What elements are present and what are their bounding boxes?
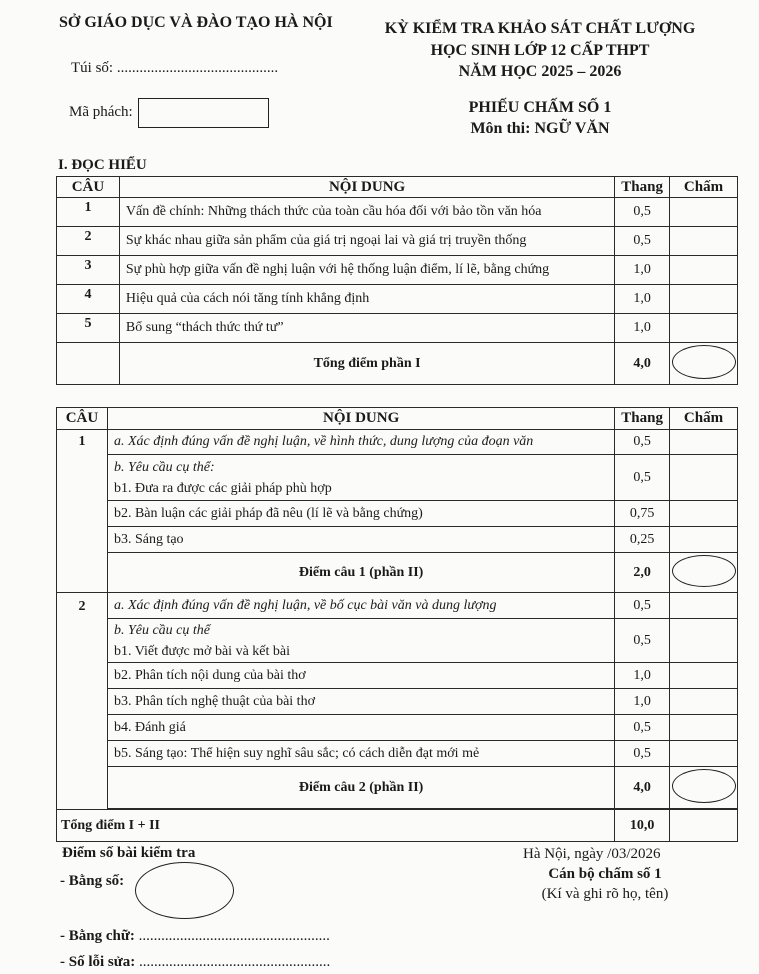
q2-number: 2 xyxy=(57,593,108,810)
q1-total-row xyxy=(57,553,738,593)
q1-total-grade[interactable] xyxy=(670,553,738,593)
col-noidung: NỘI DUNG xyxy=(119,177,614,198)
table-row: 4 Hiệu quả của cách nói tăng tính khẳng định 1,0 xyxy=(57,285,738,314)
grade-cell[interactable] xyxy=(670,314,738,343)
grade-cell[interactable] xyxy=(670,593,738,619)
grade-oval xyxy=(672,769,736,803)
col-thang: Thang xyxy=(615,177,670,198)
place-date: Hà Nội, ngày /03/2026 xyxy=(523,846,661,862)
section2-table xyxy=(56,407,738,842)
exam-title-1: KỲ KIỂM TRA KHẢO SÁT CHẤT LƯỢNG xyxy=(384,20,696,37)
table-row: b2. Phân tích nội dung của bài thơ 1,0 xyxy=(57,663,738,689)
grand-total-score: 10,0 xyxy=(615,810,670,842)
table-row: 2 Sự khác nhau giữa sản phẩm của giá trị ngoại lai và giá trị truyền thống 0,5 xyxy=(57,227,738,256)
col-thang: Thang xyxy=(615,408,670,430)
table-row: 1 a. Xác định đúng vấn đề nghị luận, về hình thức, dung lượng của đoạn văn 0,5 xyxy=(57,430,738,455)
grand-total-grade[interactable] xyxy=(670,810,738,842)
grade-cell[interactable] xyxy=(670,689,738,715)
grade-cell[interactable] xyxy=(670,501,738,527)
table-row: b3. Phân tích nghệ thuật của bài thơ 1,0 xyxy=(57,689,738,715)
section1-title: I. ĐỌC HIỂU xyxy=(58,157,147,173)
table-row: b2. Bàn luận các giải pháp đã nêu (lí lẽ và bằng chứng) 0,75 xyxy=(57,501,738,527)
table-row: 5 Bổ sung “thách thức thứ tư” 1,0 xyxy=(57,314,738,343)
table-row: b4. Đánh giá 0,5 xyxy=(57,715,738,741)
table-row: 3 Sự phù hợp giữa vấn đề nghị luận với hệ thống luận điểm, lí lẽ, bằng chứng 1,0 xyxy=(57,256,738,285)
grade-cell[interactable] xyxy=(670,527,738,553)
q1-number: 1 xyxy=(57,430,108,593)
section2-header-row xyxy=(57,408,738,430)
grand-total-row xyxy=(57,810,738,842)
q2-total-label: Điểm câu 2 (phần II) xyxy=(107,767,614,809)
q2-total-grade[interactable] xyxy=(670,767,738,809)
table-row: b. Yêu cầu cụ thể b1. Viết được mở bài và kết bài 0,5 xyxy=(57,619,738,663)
corrections-field-dots: ................................................... xyxy=(135,954,331,970)
col-noidung: NỘI DUNG xyxy=(107,408,614,430)
score-by-words-field-label: - Bằng chữ: xyxy=(60,928,135,944)
score-title: Điểm số bài kiểm tra xyxy=(62,845,196,861)
score-by-words-field[interactable] xyxy=(60,928,330,945)
grade-cell[interactable] xyxy=(670,430,738,455)
subject: Môn thi: NGỮ VĂN xyxy=(470,120,610,137)
section1-table xyxy=(56,176,738,385)
grade-cell[interactable] xyxy=(670,227,738,256)
grade-oval xyxy=(672,555,736,587)
q2-total-row xyxy=(57,767,738,809)
grade-cell[interactable] xyxy=(670,619,738,663)
grade-cell[interactable] xyxy=(670,663,738,689)
grand-total-label: Tổng điểm I + II xyxy=(57,810,615,842)
grader-title: Cán bộ chấm số 1 xyxy=(548,866,662,882)
sheet-title: PHIẾU CHẤM SỐ 1 xyxy=(468,99,612,116)
code-label: Mã phách: xyxy=(69,104,133,120)
grade-cell[interactable] xyxy=(670,455,738,501)
sign-note: (Kí và ghi rõ họ, tên) xyxy=(541,886,669,902)
col-cau: CÂU xyxy=(57,177,120,198)
score-by-words-field-dots: ................................................... xyxy=(134,928,330,944)
corrections-field[interactable] xyxy=(60,954,330,971)
school-year: NĂM HỌC 2025 – 2026 xyxy=(458,63,622,80)
grade-oval xyxy=(672,345,736,379)
grade-cell[interactable] xyxy=(670,715,738,741)
section1-total-grade[interactable] xyxy=(670,343,738,385)
q2-total-score: 4,0 xyxy=(615,767,670,809)
department: SỞ GIÁO DỤC VÀ ĐÀO TẠO HÀ NỘI xyxy=(59,14,333,31)
table-row: b. Yêu cầu cụ thể: b1. Đưa ra được các giải pháp phù hợp 0,5 xyxy=(57,455,738,501)
section1-total-label: Tổng điểm phần I xyxy=(119,343,614,385)
grade-cell[interactable] xyxy=(670,256,738,285)
corrections-field-label: - Số lỗi sửa: xyxy=(60,954,136,970)
grade-cell[interactable] xyxy=(670,741,738,767)
table-row: b5. Sáng tạo: Thể hiện suy nghĩ sâu sắc; có cách diễn đạt mới mẻ 0,5 xyxy=(57,741,738,767)
score-number-oval[interactable] xyxy=(135,862,234,919)
score-by-number-label: - Bằng số: xyxy=(60,873,125,889)
section1-total-row xyxy=(57,343,738,385)
table-row: 1 Vấn đề chính: Những thách thức của toàn cầu hóa đối với bảo tồn văn hóa 0,5 xyxy=(57,198,738,227)
section1-total-score: 4,0 xyxy=(615,343,670,385)
q1-total-score: 2,0 xyxy=(615,553,670,593)
grade-cell[interactable] xyxy=(670,198,738,227)
q1-total-label: Điểm câu 1 (phần II) xyxy=(107,553,614,593)
section1-header-row xyxy=(57,177,738,198)
bag-number-field: Túi số: ........................................... xyxy=(71,60,279,76)
col-cau: CÂU xyxy=(57,408,108,430)
exam-title-2: HỌC SINH LỚP 12 CẤP THPT xyxy=(430,42,650,59)
col-cham: Chấm xyxy=(670,177,738,198)
col-cham: Chấm xyxy=(670,408,738,430)
table-row: 2 a. Xác định đúng vấn đề nghị luận, về bố cục bài văn và dung lượng 0,5 xyxy=(57,593,738,619)
code-box xyxy=(138,98,269,128)
table-row: b3. Sáng tạo 0,25 xyxy=(57,527,738,553)
grade-cell[interactable] xyxy=(670,285,738,314)
